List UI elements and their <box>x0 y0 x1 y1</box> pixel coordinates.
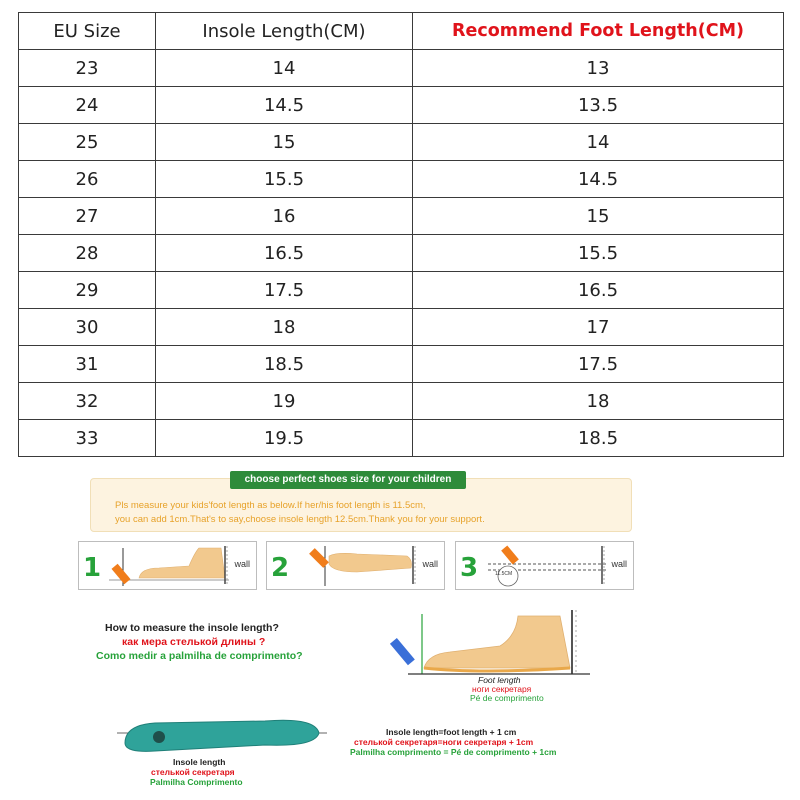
cell-eu-size: 32 <box>19 383 156 420</box>
question-russian: как мера стелькой длины ? <box>122 636 266 648</box>
cell-foot-length: 14 <box>413 124 784 161</box>
insole-caption-english: Insole length <box>173 757 226 767</box>
cell-eu-size: 26 <box>19 161 156 198</box>
cell-insole-length: 16.5 <box>156 235 413 272</box>
intro-line-2: you can add 1cm.That's to say,choose insole length 12.5cm.Thank you for your support. <box>115 514 485 525</box>
cell-foot-length: 16.5 <box>413 272 784 309</box>
cell-eu-size: 23 <box>19 50 156 87</box>
foot-caption-english: Foot length <box>478 675 521 685</box>
table-row <box>19 124 784 161</box>
guide-banner: choose perfect shoes size for your children <box>230 471 466 489</box>
header-insole-length: Insole Length(CM) <box>156 13 413 50</box>
table-row <box>19 272 784 309</box>
cell-insole-length: 18.5 <box>156 346 413 383</box>
step-3-illustration <box>456 542 633 589</box>
step-2-panel <box>266 541 445 590</box>
insole-caption-portuguese: Palmilha Comprimento <box>150 777 243 787</box>
table-row <box>19 420 784 457</box>
cell-foot-length: 18 <box>413 383 784 420</box>
step-1-number: 1 <box>83 553 102 583</box>
step-3-wall-label: wall <box>611 559 627 569</box>
cell-insole-length: 17.5 <box>156 272 413 309</box>
cell-eu-size: 27 <box>19 198 156 235</box>
foot-caption-russian: ноги секретаря <box>472 684 532 694</box>
foot-caption-portuguese: Pé de comprimento <box>470 693 544 703</box>
cell-insole-length: 18 <box>156 309 413 346</box>
cell-foot-length: 13.5 <box>413 87 784 124</box>
cell-insole-length: 14 <box>156 50 413 87</box>
cell-foot-length: 15.5 <box>413 235 784 272</box>
cell-insole-length: 19.5 <box>156 420 413 457</box>
table-row <box>19 309 784 346</box>
cell-insole-length: 15 <box>156 124 413 161</box>
cell-insole-length: 16 <box>156 198 413 235</box>
insole-illustration <box>115 713 330 761</box>
header-eu-size: EU Size <box>19 13 156 50</box>
step-1-illustration <box>79 542 256 589</box>
cell-insole-length: 15.5 <box>156 161 413 198</box>
step-1-panel <box>78 541 257 590</box>
cell-foot-length: 15 <box>413 198 784 235</box>
insole-caption-russian: стелькой секретаря <box>151 767 235 777</box>
table-row <box>19 161 784 198</box>
step-1-wall-label: wall <box>234 559 250 569</box>
step-3-panel <box>455 541 634 590</box>
step-3-number: 3 <box>460 553 479 583</box>
question-portuguese: Como medir a palmilha de comprimento? <box>96 650 303 662</box>
formula-portuguese: Palmilha comprimento = Pé de comprimento + 1cm <box>350 747 557 757</box>
header-recommend-foot-length: Recommend Foot Length(CM) <box>413 13 784 50</box>
step-3-measure-label: 11.5CM <box>495 571 513 577</box>
cell-foot-length: 17.5 <box>413 346 784 383</box>
formula-english: Insole length=foot length + 1 cm <box>386 727 517 737</box>
cell-insole-length: 19 <box>156 383 413 420</box>
cell-insole-length: 14.5 <box>156 87 413 124</box>
table-row <box>19 198 784 235</box>
table-header-row <box>19 13 784 50</box>
cell-eu-size: 33 <box>19 420 156 457</box>
cell-eu-size: 29 <box>19 272 156 309</box>
table-body <box>19 50 784 457</box>
cell-foot-length: 18.5 <box>413 420 784 457</box>
table-row <box>19 50 784 87</box>
cell-eu-size: 24 <box>19 87 156 124</box>
step-2-wall-label: wall <box>422 559 438 569</box>
foot-measure-illustration <box>390 608 600 680</box>
cell-eu-size: 30 <box>19 309 156 346</box>
step-2-number: 2 <box>271 553 290 583</box>
table-row <box>19 87 784 124</box>
table-row <box>19 346 784 383</box>
cell-eu-size: 25 <box>19 124 156 161</box>
size-chart-table <box>18 12 784 457</box>
step-2-illustration <box>267 542 444 589</box>
cell-eu-size: 31 <box>19 346 156 383</box>
intro-line-1: Pls measure your kids'foot length as below.If her/his foot length is 11.5cm, <box>115 500 426 511</box>
cell-eu-size: 28 <box>19 235 156 272</box>
table-row <box>19 383 784 420</box>
cell-foot-length: 14.5 <box>413 161 784 198</box>
question-english: How to measure the insole length? <box>105 622 279 634</box>
table-row <box>19 235 784 272</box>
cell-foot-length: 13 <box>413 50 784 87</box>
cell-foot-length: 17 <box>413 309 784 346</box>
formula-russian: стелькой секретаря=ноги секретаря + 1cm <box>354 737 534 747</box>
